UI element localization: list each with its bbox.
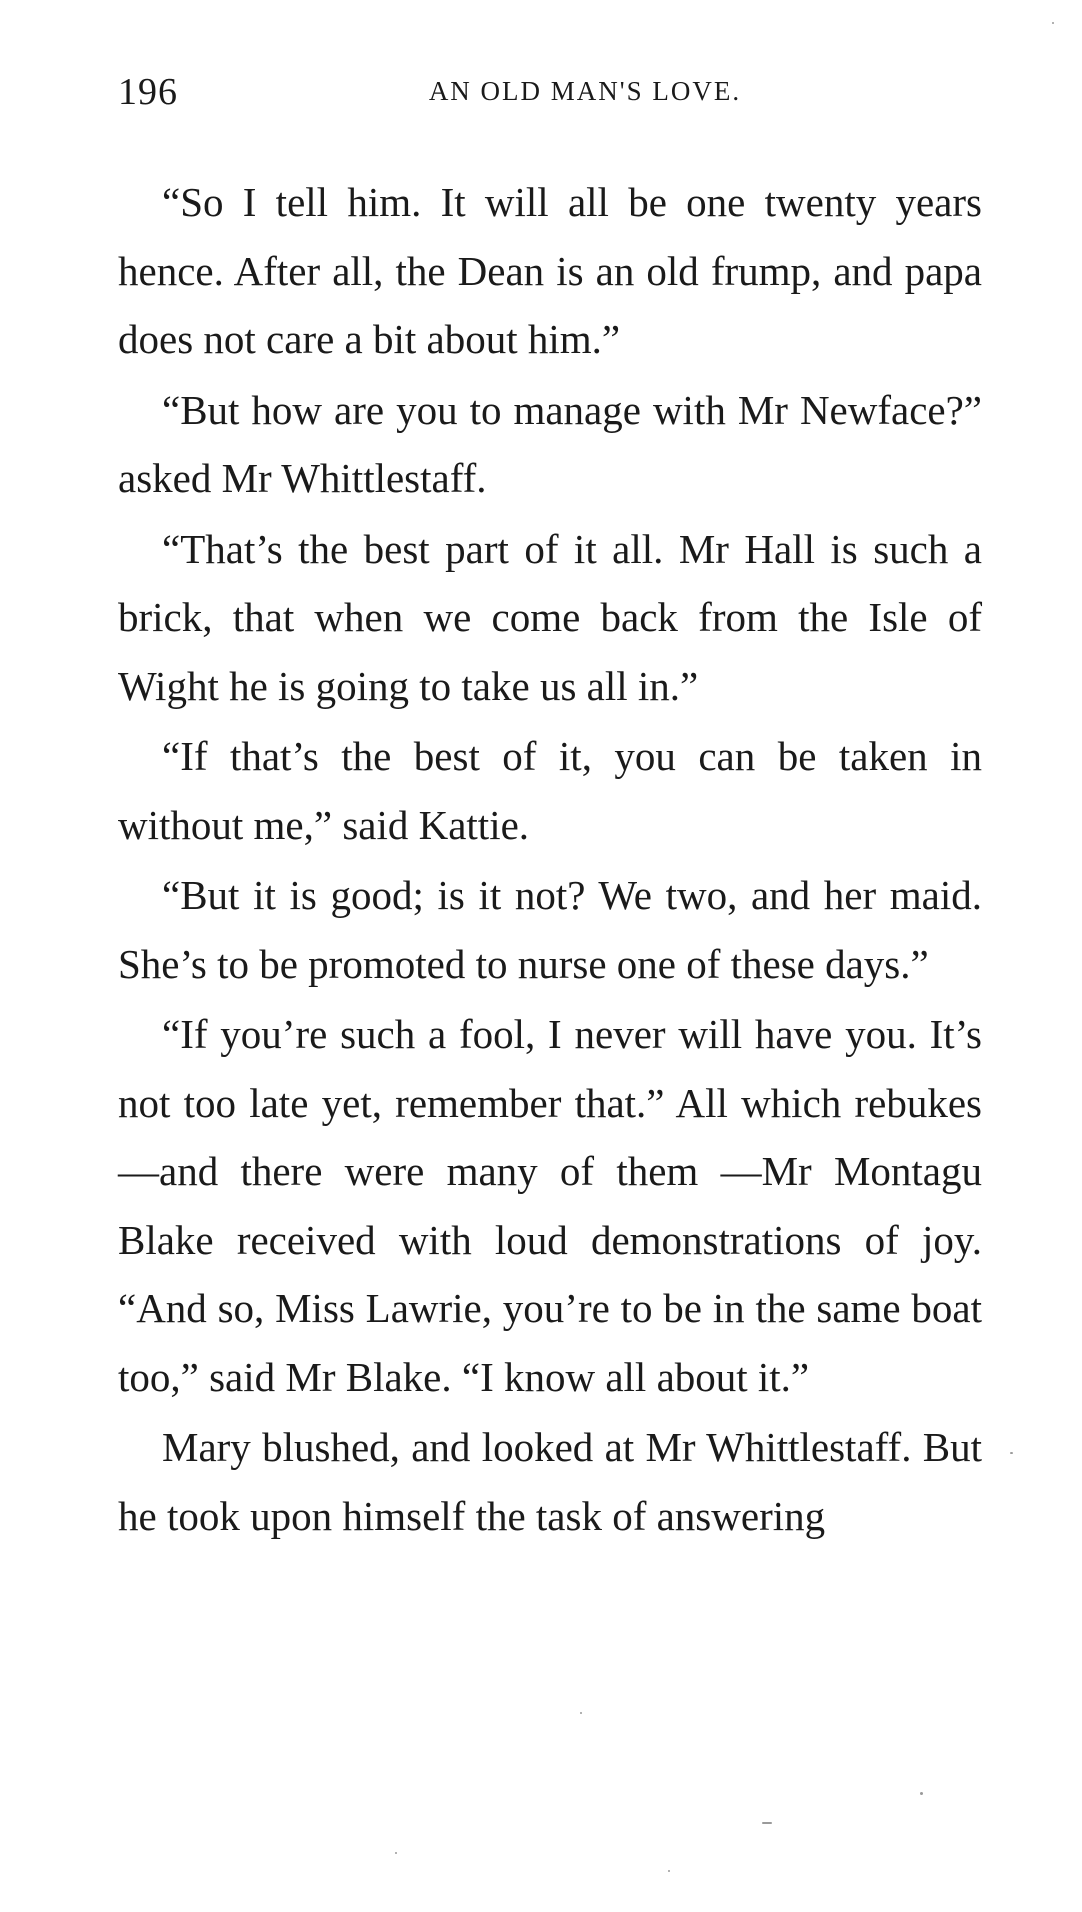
running-head: [118, 70, 982, 130]
print-speck: [668, 1870, 670, 1872]
print-speck: [1010, 1452, 1013, 1454]
page-number: 196: [118, 71, 178, 113]
paragraph: “But how are you to manage with Mr Newface?” asked Mr Whittlestaff.: [118, 386, 982, 501]
paragraph: Mary blushed, and looked at Mr Whittlestaff. But he took upon himself the task of answering: [118, 1424, 982, 1539]
paragraph: “If that’s the best of it, you can be taken in without me,” said Kattie.: [118, 733, 982, 848]
paragraph: “So I tell him. It will all be one twenty years hence. After all, the Dean is an old frump, and papa does not care a bit about him.”: [118, 179, 982, 362]
paragraph: “If you’re such a fool, I never will have you. It’s not too late yet, remember that.” All which rebukes—and there were many of them —Mr Montagu Blake received with loud demonstrations of joy. “And so, Miss Lawrie, you’re to be in the same boat too,” said Mr Blake. “I know all about it.”: [118, 1011, 982, 1400]
body-text: [118, 168, 982, 1552]
print-speck: [762, 1822, 772, 1824]
print-speck: [920, 1792, 923, 1795]
print-speck: [580, 1712, 582, 1714]
running-title: AN OLD MAN'S LOVE.: [428, 76, 742, 106]
paragraph: “That’s the best part of it all. Mr Hall is such a brick, that when we come back from the Isle of Wight he is going to take us all in.”: [118, 525, 982, 709]
print-speck: [1052, 22, 1054, 24]
print-speck: [395, 1852, 397, 1854]
paragraph: “But it is good; is it not? We two, and her maid. She’s to be promoted to nurse one of these days.”: [118, 872, 982, 987]
